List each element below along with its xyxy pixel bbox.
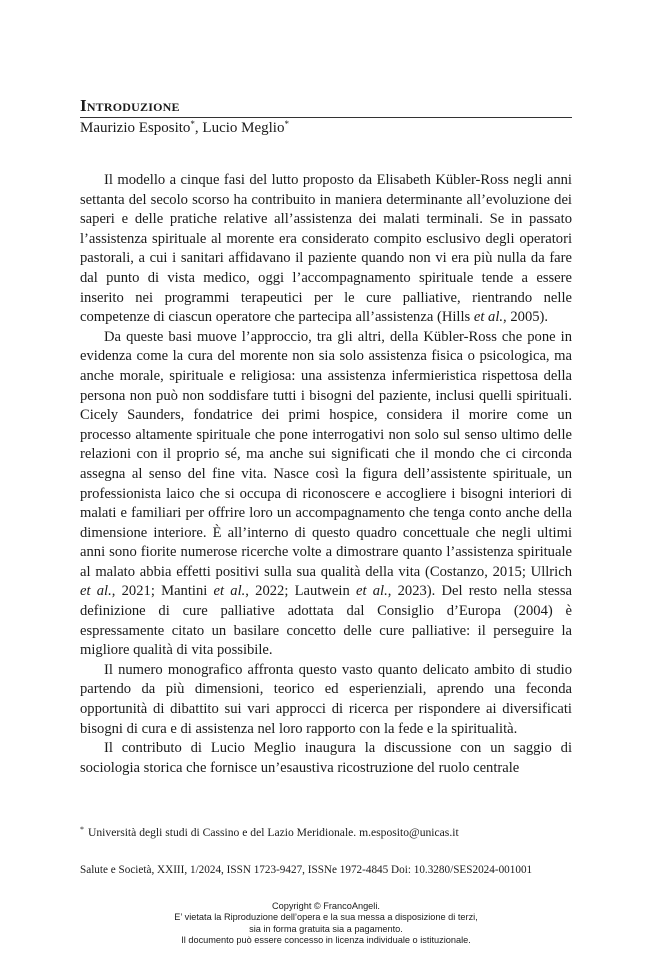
paragraph	[80, 171, 572, 328]
paragraph-text: , 2021; Mantini	[111, 583, 214, 600]
article-title: Introduzione	[80, 96, 180, 115]
paragraph-text: , 2022; Lautwein	[245, 583, 356, 600]
paragraph-text: , 2023). Del resto nella stessa definizione di cure palliative adottata dal Consiglio d’Europa (2004) è espressamente citato un basilare concetto delle cure palliative: il perseguire la migliore qualità di vita possibile.	[80, 583, 573, 659]
paragraph: Il numero monografico affronta questo vasto quanto delicato ambito di studio partendo da più dimensioni, teorico ed esperienziali, aprendo una feconda opportunità di dibattito sui vari approcci di ricerca per rispondere ai diversificati bisogni di cura e di assistenza nel loro rapporto con la fede e la spiritualità.	[80, 661, 572, 737]
journal-citation: Salute e Società, XXIII, 1/2024, ISSN 1723-9427, ISSNe 1972-4845 Doi: 10.3280/SES2024-001001	[80, 864, 533, 876]
copyright-line: Il documento può essere concesso in licenza individuale o istituzionale.	[181, 935, 471, 946]
paragraph-text: Da queste basi muove l’approccio, tra gli altri, della Kübler-Ross che pone in evidenza come la cura del morente non sia solo assistenza fisica o psicologica, ma anche morale, spirituale e religiosa: una assistenza infermieristica rispettosa della persona non può non soddisfare tutti i bisogni del paziente, inclusi quelli spirituali. Cicely Saunders, fondatrice dei primi hospice, considera il morire come un processo altamente spirituale che pone interrogativi non solo sul senso ultimo delle relazioni con il proprio sé, ma anche sui significati che il mondo che ci circonda assegna al senso del fine vita. Nasce così la figura dell’assistente spirituale, un professionista laico che si occupa di riconoscere e accogliere i bisogni interiori di malati e familiari per offrire loro un accompagnamento che tenga conto anche della dimensione interiore. È all’interno di questo quadro concettuale che negli ultimi anni sono fiorite numerose ricerche volte a dimostrare quanto l’assistenza spirituale al malato abbia effetti positivi sulla sua qualità della vita (Costanzo, 2015; Ullrich	[80, 328, 572, 580]
author-separator: ,	[194, 120, 203, 136]
author-name: Lucio Meglio	[202, 120, 285, 136]
footnote-marker: *	[80, 825, 84, 834]
footnote-text: Università degli studi di Cassino e del Lazio Meridionale. m.esposito@unicas.it	[88, 826, 459, 839]
copyright-line: sia in forma gratuita sia a pagamento.	[249, 923, 403, 934]
body-text	[80, 171, 572, 778]
paragraph	[80, 328, 572, 661]
paragraph: Il contributo di Lucio Meglio inaugura la discussione con un saggio di sociologia storica che fornisce un’esaustiva ricostruzione del ruolo centrale	[80, 740, 572, 776]
copyright-line: E’ vietata la Riproduzione dell’opera e la sua messa a disposizione di terzi,	[174, 912, 478, 923]
citation-italic: et al.	[80, 583, 112, 600]
paragraph-text: Il modello a cinque fasi del lutto proposto da Elisabeth Kübler-Ross negli anni settanta del secolo scorso ha contribuito in maniera determinante all’evoluzione dei saperi e delle pratiche relative all’assistenza dei malati terminali. Se in passato l’assistenza spirituale al morente era considerato compito esclusivo degli operatori pastorali, a cui i sanitari affidavano il paziente quando non vi era più nulla da fare dal punto di vista medico, oggi l’accompagnamento spirituale tende a essere inserito nei programmi terapeutici per le cure palliative, rientrando nelle competenze di ciascun operatore che partecipa all’assistenza (Hills	[80, 172, 572, 326]
author-line	[80, 120, 572, 137]
copyright-line: Copyright © FrancoAngeli.	[272, 901, 380, 911]
footnote	[80, 825, 572, 839]
citation-italic: et al.	[473, 309, 504, 326]
author-name: Maurizio Esposito	[80, 120, 191, 136]
title-rule	[80, 117, 572, 118]
paragraph-text: , 2005).	[503, 309, 549, 326]
citation-italic: et al.	[213, 583, 246, 600]
footnote-marker: *	[190, 119, 195, 129]
citation-italic: et al.	[355, 583, 388, 600]
copyright-notice	[80, 901, 572, 947]
footnote-marker: *	[284, 119, 289, 129]
